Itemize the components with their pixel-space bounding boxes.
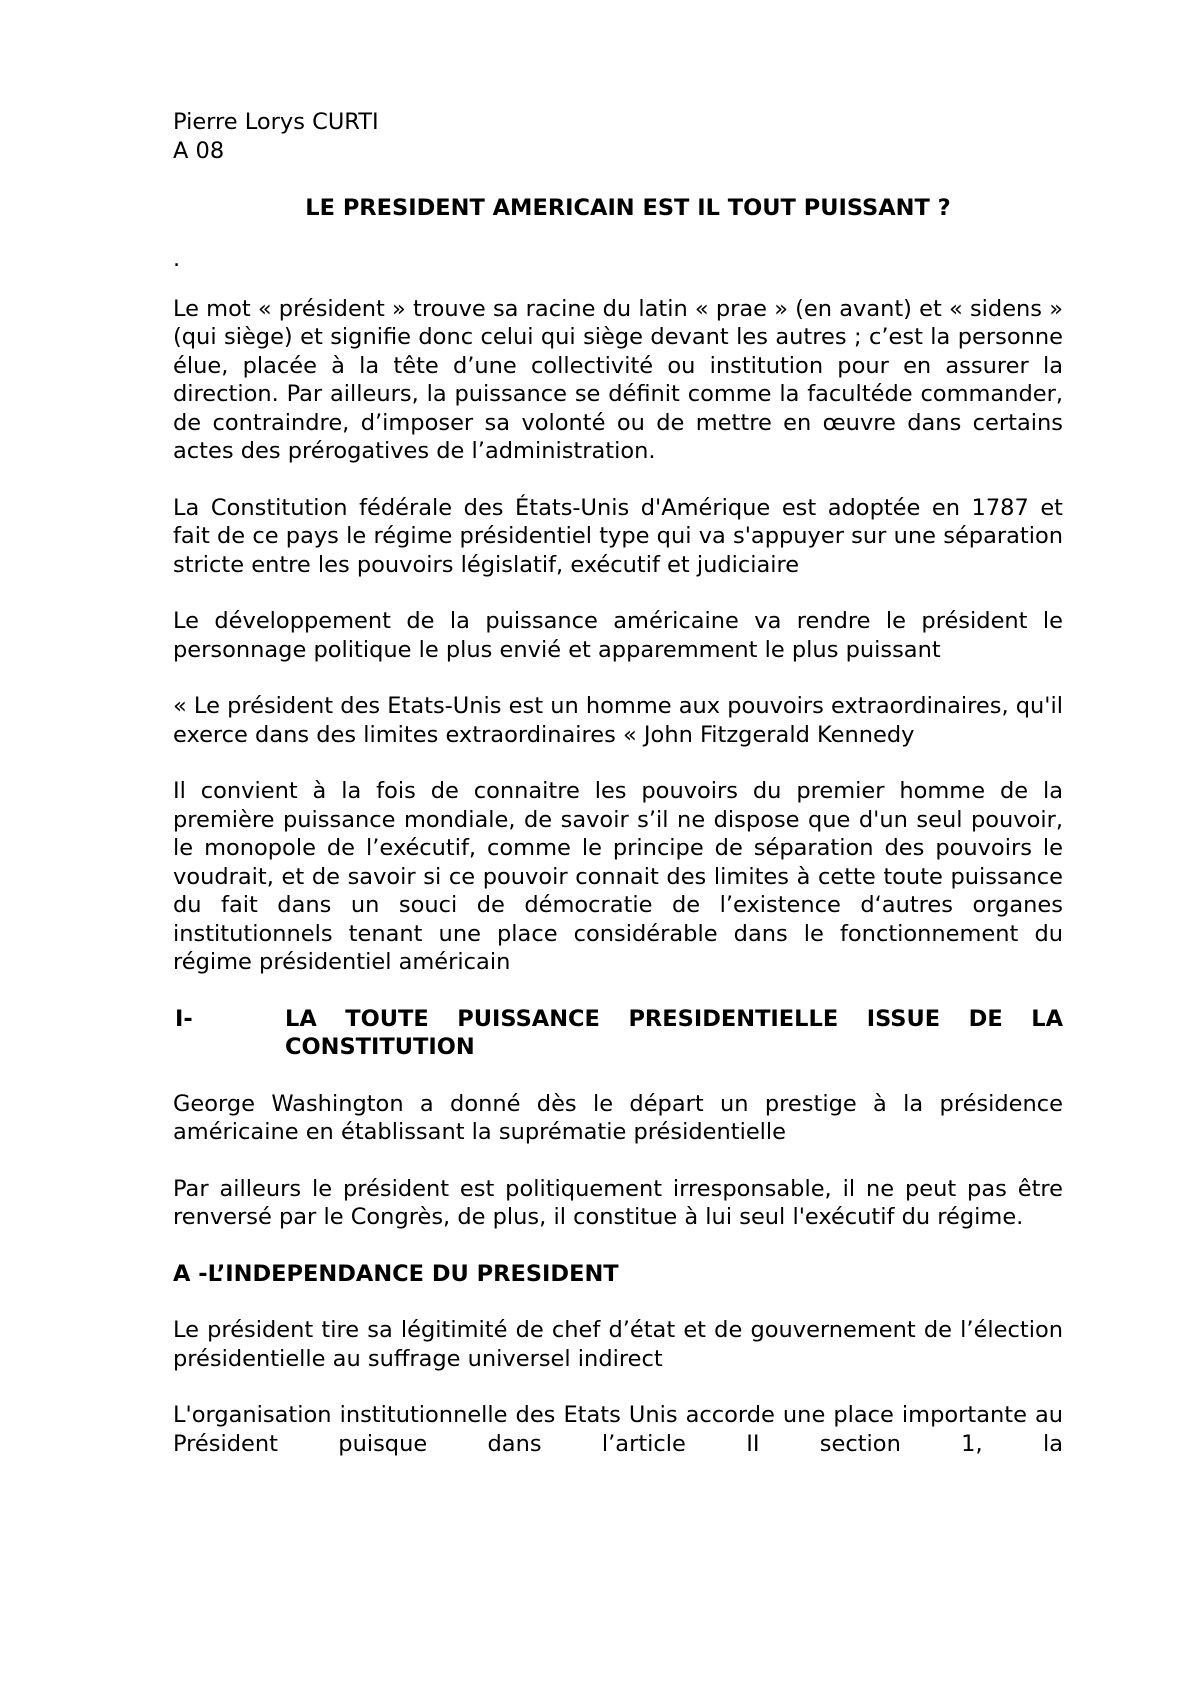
section1-paragraph-irresponsible: Par ailleurs le président est politiquement irresponsable, il ne peut pas être renversé par le Congrès, de plus, il constitue à lui seul l'exécutif du régime. [173, 1175, 1063, 1230]
intro-paragraph-problem: Il convient à la fois de connaitre les pouvoirs du premier homme de la première puissance mondiale, de savoir s’il ne dispose que d'un seul pouvoir, le monopole de l’exécutif, comme le principe de séparation des pouvoirs le voudrait, et de savoir si ce pouvoir connait des limites à cette toute puissance du fait dans un souci de démocratie de l’existence d‘autres organes institutionnels tenant une place considérable dans le fonctionnement du régime présidentiel américain [173, 778, 1063, 975]
document-code: A 08 [173, 137, 225, 164]
intro-paragraph-constitution: La Constitution fédérale des États-Unis d'Amérique est adoptée en 1787 et fait de ce pays le régime présidentiel type qui va s'appuyer sur une séparation stricte entre les pouvoirs législatif, exécutif et judiciaire [173, 494, 1063, 578]
subsection-a-paragraph-organisation: L'organisation institutionnelle des Etats Unis accorde une place importante au Président puisque dans l’article II section 1, la [173, 1402, 1063, 1457]
subsection-heading-a: A -L’INDEPENDANCE DU PRESIDENT [173, 1260, 619, 1287]
intro-paragraph-development: Le développement de la puissance américaine va rendre le président le personnage politique le plus envié et apparemment le plus puissant [173, 608, 1063, 663]
section-title: LA TOUTE PUISSANCE PRESIDENTIELLE ISSUE DE LA CONSTITUTION [285, 1005, 1063, 1060]
separator-dot: . [173, 245, 181, 272]
section-heading-1 [173, 1005, 1063, 1062]
subsection-a-paragraph-legitimacy: Le président tire sa légitimité de chef d’état et de gouvernement de l’élection présidentielle au suffrage universel indirect [173, 1317, 1063, 1372]
intro-paragraph-definition: Le mot « président » trouve sa racine du latin « prae » (en avant) et « sidens » (qui siège) et signifie donc celui qui siège devant les autres ; c’est la personne élue, placée à la tête d’une collectivité ou institution pour en assurer la direction. Par ailleurs, la puissance se définit comme la facultéde commander, de contraindre, d’imposer sa volonté ou de mettre en œuvre dans certains actes des prérogatives de l’administration. [173, 295, 1063, 464]
document-page [173, 108, 1063, 1458]
section-number: I- [175, 1005, 193, 1032]
document-title: LE PRESIDENT AMERICAIN EST IL TOUT PUISSANT ? [305, 195, 951, 221]
section1-paragraph-washington: George Washington a donné dès le départ un prestige à la présidence américaine en établissant la suprématie présidentielle [173, 1090, 1063, 1145]
author-name: Pierre Lorys CURTI [173, 109, 379, 135]
intro-paragraph-quote: « Le président des Etats-Unis est un homme aux pouvoirs extraordinaires, qu'il exerce dans des limites extraordinaires « John Fitzgerald Kennedy [173, 693, 1063, 748]
